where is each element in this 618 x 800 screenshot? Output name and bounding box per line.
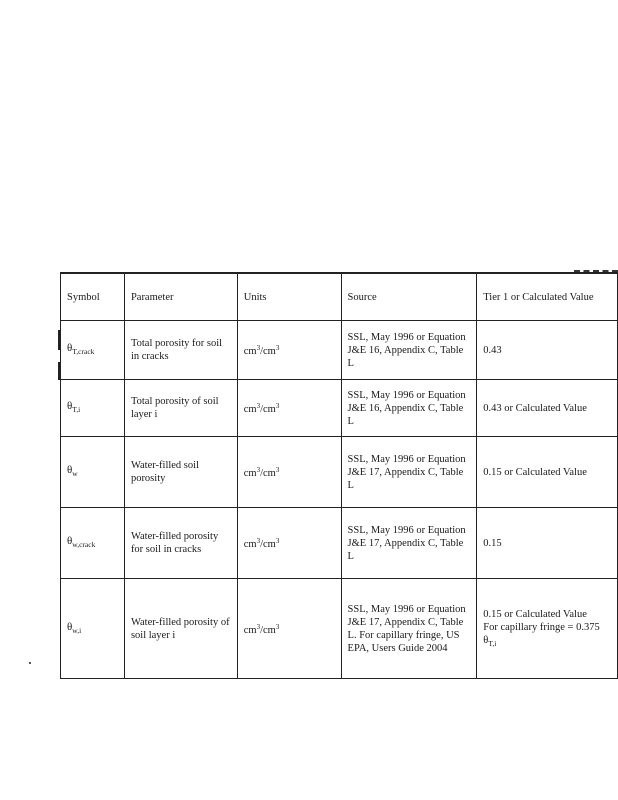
symbol-cell [61, 437, 125, 508]
value-cell: 0.43 [477, 321, 618, 380]
units-exponent: 3 [275, 344, 280, 352]
symbol-theta: θ [67, 464, 73, 476]
parameter-cell: Total porosity of soil layer i [124, 380, 237, 437]
units-exponent: 3 [256, 622, 261, 631]
parameter-table [60, 272, 618, 679]
table-row [61, 321, 618, 380]
units-exponent: 3 [256, 344, 261, 352]
parameter-cell: Water-filled porosity for soil in cracks [124, 508, 237, 579]
units-base: cm [243, 404, 257, 415]
units-cell [237, 380, 341, 437]
value-subscript: T,i [488, 638, 497, 648]
units-exponent: 3 [275, 622, 280, 631]
units-base: cm [243, 346, 257, 357]
symbol-theta: θ [67, 535, 73, 547]
source-cell: SSL, May 1996 or Equation J&E 17, Appendix C, Table L. For capillary fringe, US EPA, Users Guide 2004 [341, 579, 477, 679]
table-row [61, 380, 618, 437]
units-exponent: 3 [256, 402, 261, 410]
symbol-subscript: T,crack [72, 347, 95, 356]
header-source: Source [341, 273, 477, 321]
value-cell [477, 579, 618, 679]
table-row [61, 508, 618, 579]
symbol-cell [61, 508, 125, 579]
symbol-subscript: T,i [72, 405, 81, 414]
value-line: 0.15 or Calculated Value [483, 608, 587, 620]
source-cell: SSL, May 1996 or Equation J&E 16, Appendix C, Table L [341, 380, 477, 437]
symbol-theta: θ [67, 342, 73, 354]
units-cell [237, 508, 341, 579]
source-cell: SSL, May 1996 or Equation J&E 16, Appendix C, Table L [341, 321, 477, 380]
symbol-subscript: w,crack [72, 540, 96, 549]
parameter-cell: Total porosity for soil in cracks [124, 321, 237, 380]
value-cell: 0.15 [477, 508, 618, 579]
units-exponent: 3 [275, 466, 280, 474]
units-cell [237, 321, 341, 380]
units-base: cm [243, 624, 257, 636]
symbol-cell [61, 380, 125, 437]
symbol-cell [61, 321, 125, 380]
value-cell: 0.43 or Calculated Value [477, 380, 618, 437]
header-parameter: Parameter [124, 273, 237, 321]
units-cell [237, 579, 341, 679]
units-base: cm [243, 539, 257, 550]
units-base: cm [243, 468, 257, 479]
units-exponent: 3 [256, 466, 261, 474]
symbol-subscript: w,i [72, 625, 82, 635]
units-denominator: /cm [260, 468, 276, 479]
symbol-subscript: w [72, 469, 78, 478]
units-denominator: /cm [260, 624, 276, 636]
value-cell: 0.15 or Calculated Value [477, 437, 618, 508]
parameter-cell: Water-filled porosity of soil layer i [124, 579, 237, 679]
units-denominator: /cm [260, 346, 276, 357]
parameter-cell: Water-filled soil porosity [124, 437, 237, 508]
value-line: For capillary fringe = 0.375 θ [483, 621, 600, 646]
table-row [61, 437, 618, 508]
table-row [61, 579, 618, 679]
source-cell: SSL, May 1996 or Equation J&E 17, Appendix C, Table L [341, 437, 477, 508]
scan-artifact-dot [29, 662, 31, 664]
header-units: Units [237, 273, 341, 321]
symbol-cell [61, 579, 125, 679]
units-exponent: 3 [256, 537, 261, 545]
units-exponent: 3 [275, 537, 280, 545]
header-symbol: Symbol [61, 273, 125, 321]
header-value: Tier 1 or Calculated Value [477, 273, 618, 321]
units-exponent: 3 [275, 402, 280, 410]
source-cell: SSL, May 1996 or Equation J&E 17, Appendix C, Table L [341, 508, 477, 579]
units-denominator: /cm [260, 539, 276, 550]
table-header-row [61, 273, 618, 321]
units-denominator: /cm [260, 404, 276, 415]
symbol-theta: θ [67, 400, 73, 412]
units-cell [237, 437, 341, 508]
symbol-theta: θ [67, 620, 73, 633]
